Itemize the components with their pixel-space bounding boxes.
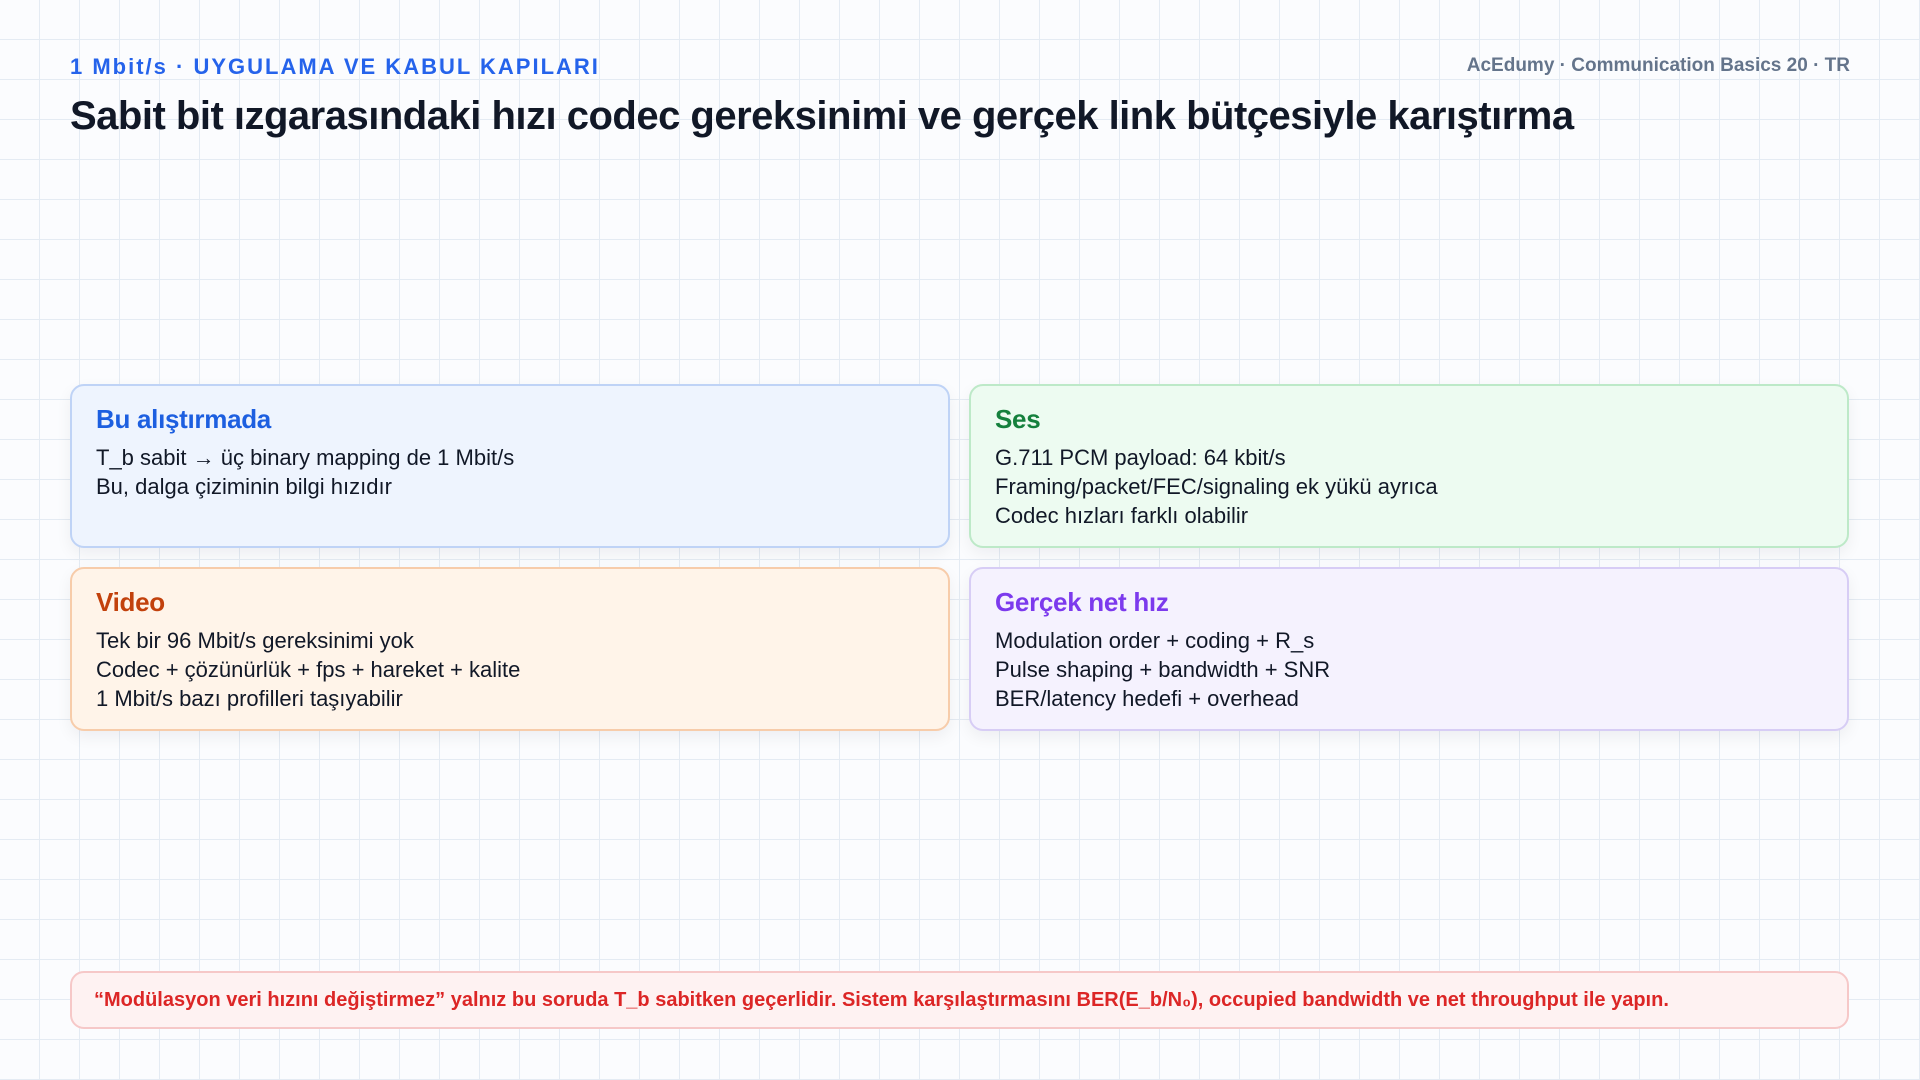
- card-line: Pulse shaping + bandwidth + SNR: [995, 657, 1331, 682]
- card-line: Codec hızları farklı olabilir: [995, 503, 1249, 528]
- card-title: Bu alıştırmada: [96, 404, 271, 434]
- course-brand: AcEdumy · Communication Basics 20 · TR: [1466, 55, 1850, 76]
- card-title: Gerçek net hız: [995, 587, 1169, 617]
- card-title: Video: [96, 587, 165, 617]
- info-card-video: [70, 567, 950, 731]
- card-line: BER/latency hedefi + overhead: [995, 686, 1299, 711]
- info-card-exercise: [70, 384, 950, 548]
- card-line: G.711 PCM payload: 64 kbit/s: [995, 445, 1286, 470]
- section-eyebrow: 1 Mbit/s · UYGULAMA VE KABUL KAPILARI: [70, 54, 600, 79]
- info-card-net-rate: [969, 567, 1849, 731]
- card-line: T_b sabit → üç binary mapping de 1 Mbit/s: [96, 445, 515, 470]
- card-line: Modulation order + coding + R_s: [995, 628, 1315, 653]
- info-card-audio: [969, 384, 1849, 548]
- card-line: Bu, dalga çiziminin bilgi hızıdır: [96, 474, 392, 499]
- card-line: Framing/packet/FEC/signaling ek yükü ayrıca: [995, 474, 1438, 499]
- card-line: Codec + çözünürlük + fps + hareket + kalite: [96, 657, 521, 682]
- card-line: Tek bir 96 Mbit/s gereksinimi yok: [96, 628, 414, 653]
- page-title: Sabit bit ızgarasındaki hızı codec gereksinimi ve gerçek link bütçesiyle karıştırma: [70, 94, 1574, 138]
- card-line: 1 Mbit/s bazı profilleri taşıyabilir: [96, 686, 403, 711]
- warning-note: “Modülasyon veri hızını değiştirmez” yalnız bu soruda T_b sabitken geçerlidir. Sistem karşılaştırmasını BER(E_b/N₀), occupied bandwidth ve net throughput ile yapın.: [70, 971, 1849, 1029]
- card-title: Ses: [995, 404, 1041, 434]
